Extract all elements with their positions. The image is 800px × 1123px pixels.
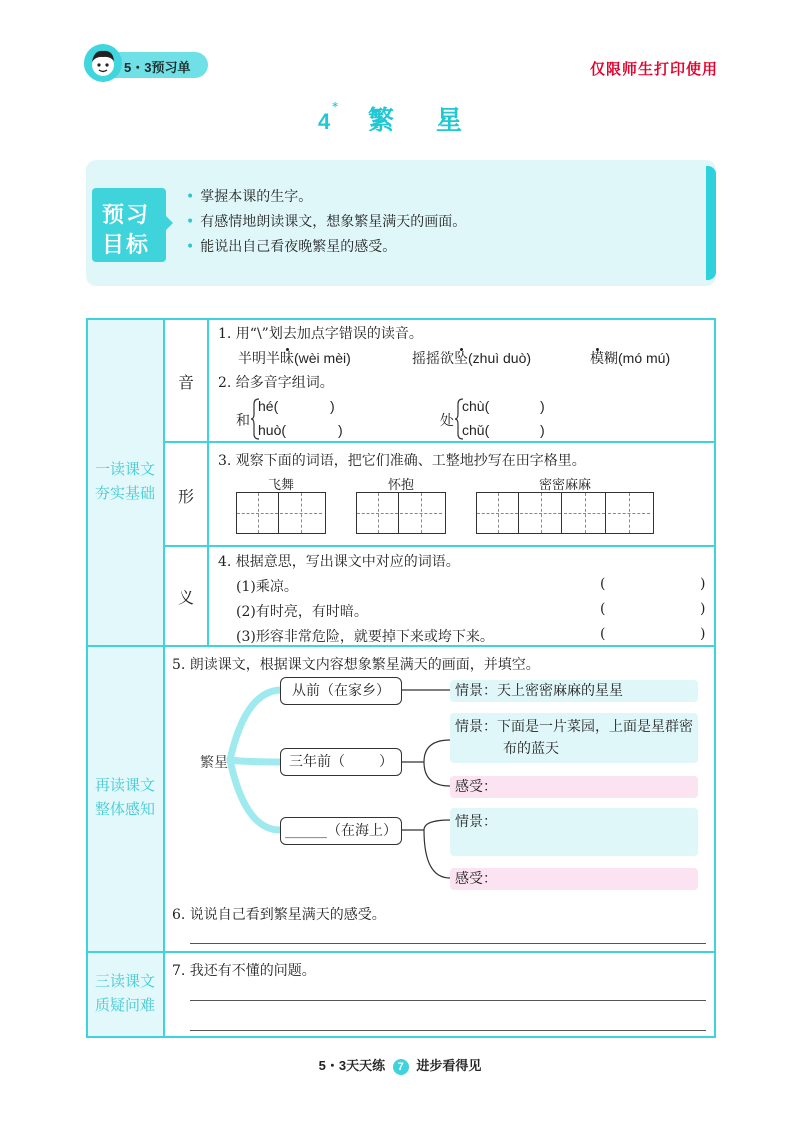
footer-right: 进步看得见 <box>416 1058 482 1073</box>
grid-cell[interactable] <box>564 493 606 533</box>
row-divider <box>163 441 716 443</box>
print-notice: 仅限师生打印使用 <box>590 61 719 78</box>
q2-close: ) <box>540 422 545 438</box>
q4-item-1: (1)乘凉。 <box>236 579 298 595</box>
table-border-right <box>714 318 716 1038</box>
q2-he-option-1: hé( <box>258 398 279 414</box>
lesson-number: 4 <box>318 109 333 134</box>
grid-cell[interactable] <box>280 493 322 533</box>
q2-he-option-2: huò( <box>258 422 287 438</box>
q4-item-2: (2)有时亮，有时暗。 <box>236 604 368 620</box>
q1-item-c: 模糊(mó mú) <box>590 350 671 367</box>
scene-box-at-sea[interactable]: 情景： <box>450 808 698 856</box>
mascot-avatar-icon <box>84 44 122 82</box>
objectives-accent-bar <box>706 166 716 280</box>
grid-cell[interactable] <box>477 493 519 533</box>
q3-word-2: 怀抱 <box>387 478 414 493</box>
feeling-box-at-sea[interactable]: 感受： <box>450 868 698 890</box>
tianzi-grid[interactable] <box>476 492 654 534</box>
feeling-box-three-years-ago[interactable]: 感受： <box>450 776 698 798</box>
table-border-top <box>86 318 716 320</box>
q2-he-char: 和 <box>236 413 250 429</box>
q1-item-a: 半明半昧(wèi mèi) <box>238 350 351 367</box>
title-char-1: 繁 <box>368 106 397 136</box>
mindmap-center: 繁星 <box>200 755 228 771</box>
footer <box>0 1055 800 1075</box>
section-label-second: 再读课文 整体感知 <box>94 777 155 818</box>
title-char-2: 星 <box>436 106 465 136</box>
q4-answer-open[interactable]: ( <box>600 626 606 642</box>
q4-answer-open[interactable]: ( <box>600 576 606 592</box>
grid-cell[interactable] <box>357 493 399 533</box>
q2-close: ) <box>330 398 335 414</box>
q3-word-3: 密密麻麻 <box>538 478 591 493</box>
mindmap-node-at-sea[interactable]: ______（在海上） <box>280 817 402 845</box>
q6-stem: 6. 说说自己看到繁星满天的感受。 <box>172 907 386 923</box>
tianzi-grid[interactable] <box>236 492 326 534</box>
q2-chu-char: 处 <box>440 413 454 429</box>
q1-stem: 1. 用“\”划去加点字错误的读音。 <box>218 326 423 342</box>
section-label-third: 三读课文 质疑问难 <box>94 973 155 1014</box>
objective-item: • 掌握本课的生字。 <box>186 189 313 205</box>
scene-box-three-years-ago[interactable]: 情景：下面是一片菜园，上面是星群密 布的蓝天 <box>450 713 698 763</box>
tianzi-grid[interactable] <box>356 492 446 534</box>
header-brand-text: 5・3预习单 <box>124 60 191 75</box>
q2-chu-option-2: chǔ( <box>462 422 490 438</box>
q4-answer-close: ) <box>700 601 706 617</box>
q7-stem: 7. 我还有不懂的问题。 <box>172 963 316 979</box>
category-divider <box>207 318 209 646</box>
grid-cell[interactable] <box>520 493 562 533</box>
q3-word-1: 飞舞 <box>267 478 294 493</box>
page-number: 7 <box>393 1059 409 1075</box>
answer-line[interactable] <box>190 1000 706 1001</box>
objectives-pointer <box>166 216 173 230</box>
answer-line[interactable] <box>190 1030 706 1031</box>
row-divider <box>163 545 716 547</box>
footer-left: 5・3天天练 <box>318 1058 386 1073</box>
q4-answer-close: ) <box>700 626 706 642</box>
mindmap-node-three-years-ago[interactable]: 三年前（ ） <box>280 748 402 776</box>
sidebar-divider <box>163 318 165 1038</box>
q5-stem: 5. 朗读课文，根据课文内容想象繁星满天的画面，并填空。 <box>172 657 540 673</box>
q4-answer-open[interactable]: ( <box>600 601 606 617</box>
objectives-label <box>92 188 166 262</box>
objective-item: • 能说出自己看夜晚繁星的感受。 <box>186 239 397 255</box>
category-sound: 音 <box>178 373 195 392</box>
q2-chu-option-1: chù( <box>462 398 490 414</box>
asterisk-icon: * <box>332 100 341 113</box>
grid-cell[interactable] <box>608 493 650 533</box>
mindmap-node-past: 从前（在家乡） <box>280 677 402 705</box>
q2-stem: 2. 给多音字组词。 <box>218 375 334 391</box>
section-sidebar <box>86 319 164 1037</box>
category-shape: 形 <box>178 487 195 506</box>
table-border-left <box>86 318 88 1038</box>
objective-item: • 有感情地朗读课文，想象繁星满天的画面。 <box>186 214 467 230</box>
q2-close: ) <box>540 398 545 414</box>
q3-stem: 3. 观察下面的词语，把它们准确、工整地抄写在田字格里。 <box>218 453 586 469</box>
objectives-label-line2: 目标 <box>102 232 151 257</box>
q4-item-3: (3)形容非常危险，就要掉下来或垮下来。 <box>236 629 494 645</box>
lesson-title <box>318 100 464 137</box>
grid-cell[interactable] <box>400 493 442 533</box>
answer-line[interactable] <box>190 943 706 944</box>
q4-answer-close: ) <box>700 576 706 592</box>
table-border-bottom <box>86 1036 716 1038</box>
objectives-label-line1: 预习 <box>102 202 151 227</box>
scene-box-past: 情景：天上密密麻麻的星星 <box>450 680 698 702</box>
section-label-first: 一读课文 夯实基础 <box>94 461 155 502</box>
category-meaning: 义 <box>178 588 195 607</box>
q2-close: ) <box>338 422 343 438</box>
q1-item-b: 摇摇欲坠(zhuì duò) <box>412 350 532 367</box>
q4-stem: 4. 根据意思，写出课文中对应的词语。 <box>218 554 460 570</box>
grid-cell[interactable] <box>237 493 279 533</box>
section-divider <box>86 951 716 953</box>
